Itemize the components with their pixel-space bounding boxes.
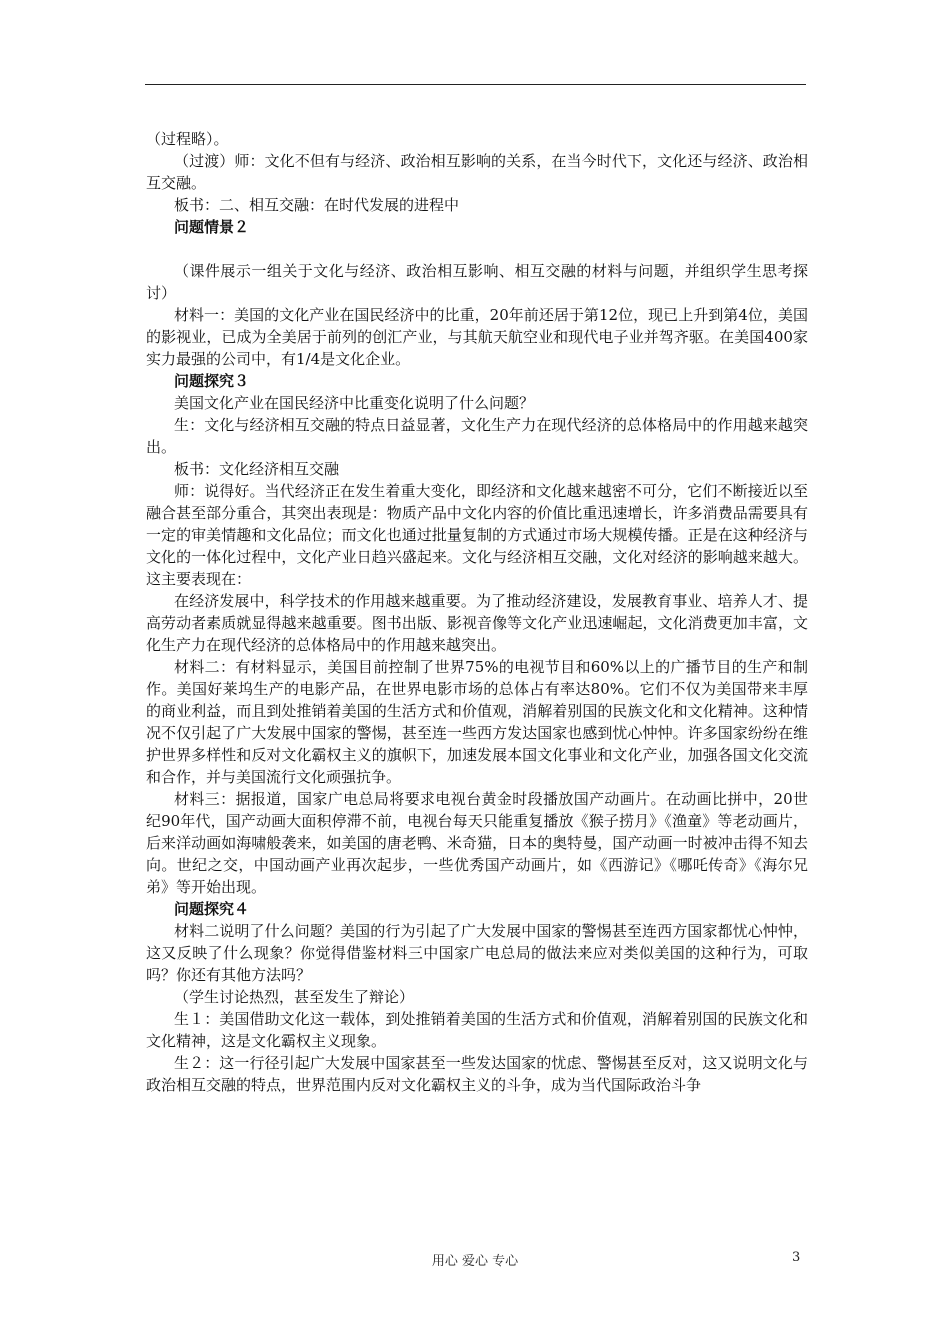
- paragraph: 板书：二、相互交融：在时代发展的进程中: [174, 196, 460, 214]
- paragraph: 材料二说明了什么问题？美国的行为引起了广大发展中国家的警惕甚至连西方国家都忧心忡忡，这又反映了什么现象？你觉得借鉴材料三中国家广电总局的做法来应对类似美国的这种行为，可取吗？你还有其他方法吗？: [146, 922, 808, 984]
- document-body: [146, 128, 808, 1096]
- paragraph: （学生讨论热烈，甚至发生了辩论）: [174, 988, 415, 1006]
- paragraph: 材料二：有材料显示，美国目前控制了世界75%的电视节目和60%以上的广播节目的生产和制作。美国好莱坞生产的电影产品，在世界电影市场的总体占有率达80%。它们不仅为美国带来丰厚的商业利益，而且到处推销着美国的生活方式和价值观，消解着别国的民族文化和文化精神。这种情况不仅引起了广大发展中国家的警惕，甚至连一些西方发达国家也感到忧心忡忡。许多国家纷纷在维护世界多样性和反对文化霸权主义的旗帜下，加速发展本国文化事业和文化产业，加强各国文化交流和合作，并与美国流行文化顽强抗争。: [146, 658, 808, 786]
- paragraph: 板书：文化经济相互交融: [174, 460, 340, 478]
- footer-text: 用心 爱心 专心: [431, 1254, 519, 1269]
- paragraph: （过程略）。: [146, 130, 229, 148]
- paragraph: 材料三：据报道，国家广电总局将要求电视台黄金时段播放国产动画片。在动画比拼中，20世纪90年代，国产动画大面积停滞不前，电视台每天只能重复播放《猴子捞月》《渔童》等老动画片，后来洋动画如海啸般袭来，如美国的唐老鸭、米奇猫，日本的奥特曼，国产动画一时被冲击得不知去向。世纪之交，中国动画产业再次起步，一些优秀国产动画片，如《西游记》《哪吒传奇》《海尔兄弟》等开始出现。: [146, 790, 808, 896]
- section-heading: 问题探究４: [174, 900, 250, 918]
- section-heading: 问题情景２: [174, 218, 250, 236]
- paragraph: 生：文化与经济相互交融的特点日益显著，文化生产力在现代经济的总体格局中的作用越来越突出。: [146, 416, 808, 456]
- blank-line: [146, 238, 808, 260]
- paragraph: 师：说得好。当代经济正在发生着重大变化，即经济和文化越来越密不可分，它们不断接近以至融合甚至部分重合，其突出表现是：物质产品中文化内容的价值比重迅速增长，许多消费品需要具有一定的审美情趣和文化品位；而文化也通过批量复制的方式通过市场大规模传播。正是在这种经济与文化的一体化过程中，文化产业日趋兴盛起来。文化与经济相互交融，文化对经济的影响越来越大。这主要表现在：: [146, 482, 808, 588]
- page-number: 3: [792, 1250, 801, 1265]
- paragraph: 生１：美国借助文化这一载体，到处推销着美国的生活方式和价值观，消解着别国的民族文化和文化精神，这是文化霸权主义现象。: [146, 1010, 808, 1050]
- page-footer: [0, 1250, 950, 1270]
- paragraph: 材料一：美国的文化产业在国民经济中的比重，20年前还居于第12位，现已上升到第4位，美国的影视业，已成为全美居于前列的创汇产业，与其航天航空业和现代电子业并驾齐驱。在美国400家实力最强的公司中，有1/4是文化企业。: [146, 306, 808, 368]
- paragraph: （课件展示一组关于文化与经济、政治相互影响、相互交融的材料与问题，并组织学生思考探讨）: [146, 262, 808, 302]
- paragraph: 生２：这一行径引起广大发展中国家甚至一些发达国家的忧虑、警惕甚至反对，这又说明文化与政治相互交融的特点，世界范围内反对文化霸权主义的斗争，成为当代国际政治斗争: [146, 1054, 808, 1094]
- paragraph: （过渡）师：文化不但有与经济、政治相互影响的关系，在当今时代下，文化还与经济、政治相互交融。: [146, 152, 808, 192]
- header-rule: [145, 84, 806, 85]
- section-heading: 问题探究３: [174, 372, 250, 390]
- paragraph: 美国文化产业在国民经济中比重变化说明了什么问题？: [174, 394, 535, 412]
- paragraph: 在经济发展中，科学技术的作用越来越重要。为了推动经济建设，发展教育事业、培养人才、提高劳动者素质就显得越来越重要。图书出版、影视音像等文化产业迅速崛起，文化消费更加丰富，文化生产力在现代经济的总体格局中的作用越来越突出。: [146, 592, 808, 654]
